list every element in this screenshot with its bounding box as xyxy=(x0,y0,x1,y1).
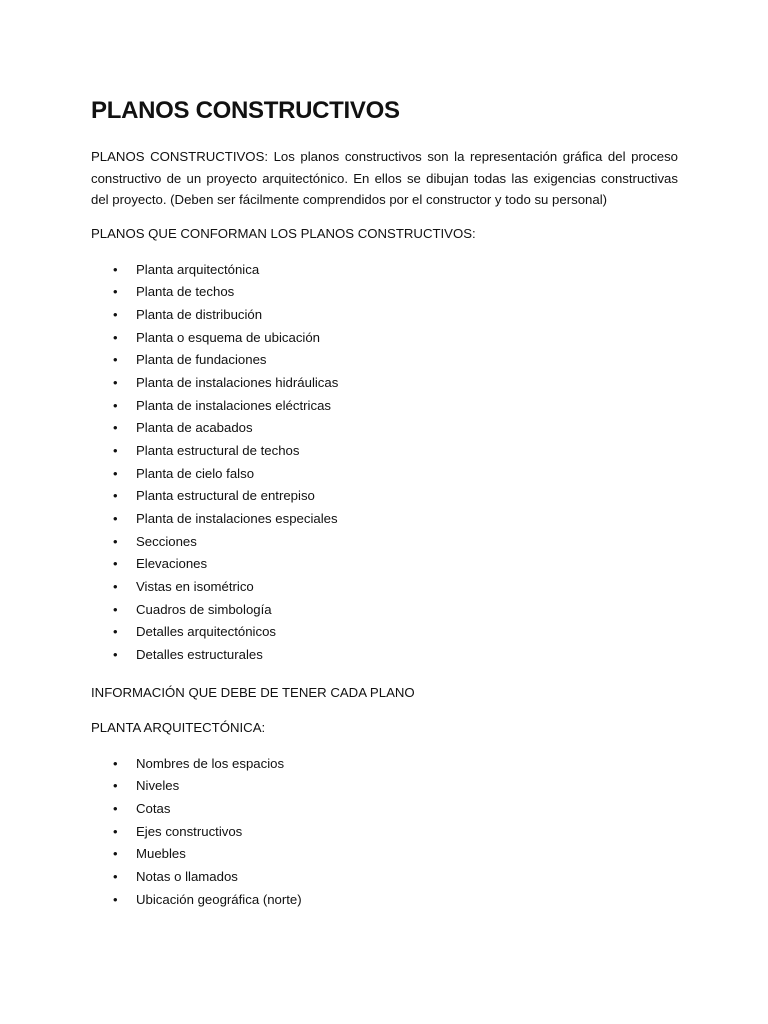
list-item-label: Planta arquitectónica xyxy=(136,261,260,277)
page-title: PLANOS CONSTRUCTIVOS xyxy=(91,97,400,124)
list-item-label: Planta de acabados xyxy=(136,420,253,436)
list-item-label: Planta de instalaciones hidráulicas xyxy=(136,375,339,391)
list-item-label: Planta de instalaciones especiales xyxy=(136,511,338,526)
bullet-icon: • xyxy=(113,601,118,617)
list-item xyxy=(91,327,678,350)
list-item-label: Planta de distribución xyxy=(136,307,263,323)
planta-arquitectonica-list xyxy=(91,753,678,912)
list-item-label: Notas o llamados xyxy=(136,868,238,884)
section-heading-planta-arquitectonica: PLANTA ARQUITECTÓNICA: xyxy=(91,719,266,735)
list-item-label: Ejes constructivos xyxy=(136,823,243,839)
bullet-icon: • xyxy=(113,891,118,907)
bullet-icon: • xyxy=(113,443,118,459)
list-item xyxy=(91,485,678,508)
bullet-icon: • xyxy=(113,511,118,526)
list-item xyxy=(91,621,678,644)
list-item xyxy=(91,866,678,889)
list-item xyxy=(91,372,678,395)
list-item xyxy=(91,259,678,282)
list-item xyxy=(91,599,678,622)
list-item-label: Detalles estructurales xyxy=(136,646,263,662)
list-item-label: Cotas xyxy=(136,800,171,816)
list-item xyxy=(91,644,678,667)
bullet-icon: • xyxy=(113,352,118,368)
list-item-label: Cuadros de simbología xyxy=(136,601,272,617)
list-item-label: Muebles xyxy=(136,846,186,862)
list-item xyxy=(91,531,678,554)
bullet-icon: • xyxy=(113,488,118,504)
list-item-label: Vistas en isométrico xyxy=(136,578,254,594)
bullet-icon: • xyxy=(113,307,118,323)
intro-paragraph: PLANOS CONSTRUCTIVOS: Los planos constructivos son la representación gráfica del proceso constructivo de un proyecto arquitectónico. En ellos se dibujan todas las exigencias constructivas del proyecto. (Deben ser fácilmente comprendidos por el constructor y todo su personal) xyxy=(91,149,678,208)
list-item xyxy=(91,889,678,912)
section-heading-informacion: INFORMACIÓN QUE DEBE DE TENER CADA PLANO xyxy=(91,684,415,700)
list-item xyxy=(91,508,678,531)
bullet-icon: • xyxy=(113,755,118,771)
bullet-icon: • xyxy=(113,329,118,345)
bullet-icon: • xyxy=(113,823,118,839)
list-item-label: Planta de techos xyxy=(136,284,235,300)
list-item-label: Planta estructural de techos xyxy=(136,443,300,459)
bullet-icon: • xyxy=(113,624,118,640)
document-page xyxy=(91,96,678,911)
list-item-label: Planta de cielo falso xyxy=(136,465,255,481)
bullet-icon: • xyxy=(113,420,118,436)
list-item-label: Planta de instalaciones eléctricas xyxy=(136,397,331,413)
list-item-label: Planta o esquema de ubicación xyxy=(136,329,321,345)
list-item xyxy=(91,417,678,440)
list-item xyxy=(91,440,678,463)
planos-list xyxy=(91,259,678,667)
list-item-label: Niveles xyxy=(136,778,180,794)
bullet-icon: • xyxy=(113,846,118,862)
bullet-icon: • xyxy=(113,778,118,794)
list-item xyxy=(91,553,678,576)
list-item-label: Planta de fundaciones xyxy=(136,352,267,368)
list-item xyxy=(91,304,678,327)
bullet-icon: • xyxy=(113,868,118,884)
list-item xyxy=(91,463,678,486)
list-item-label: Detalles arquitectónicos xyxy=(136,624,277,640)
bullet-icon: • xyxy=(113,465,118,481)
list-item xyxy=(91,821,678,844)
list-item xyxy=(91,395,678,418)
list-item xyxy=(91,576,678,599)
bullet-icon: • xyxy=(113,397,118,413)
bullet-icon: • xyxy=(113,261,118,277)
list-item xyxy=(91,753,678,776)
bullet-icon: • xyxy=(113,646,118,662)
list-item-label: Elevaciones xyxy=(136,556,208,572)
section-heading-planos: PLANOS QUE CONFORMAN LOS PLANOS CONSTRUCTIVOS: xyxy=(91,225,476,241)
bullet-icon: • xyxy=(113,578,118,594)
list-item-label: Secciones xyxy=(136,533,197,549)
bullet-icon: • xyxy=(113,533,118,549)
list-item xyxy=(91,349,678,372)
list-item xyxy=(91,775,678,798)
list-item-label: Planta estructural de entrepiso xyxy=(136,488,315,504)
bullet-icon: • xyxy=(113,556,118,572)
bullet-icon: • xyxy=(113,375,118,391)
list-item xyxy=(91,798,678,821)
bullet-icon: • xyxy=(113,800,118,816)
list-item-label: Ubicación geográfica (norte) xyxy=(136,891,302,907)
list-item xyxy=(91,843,678,866)
list-item-label: Nombres de los espacios xyxy=(136,755,285,771)
bullet-icon: • xyxy=(113,284,118,300)
list-item xyxy=(91,281,678,304)
